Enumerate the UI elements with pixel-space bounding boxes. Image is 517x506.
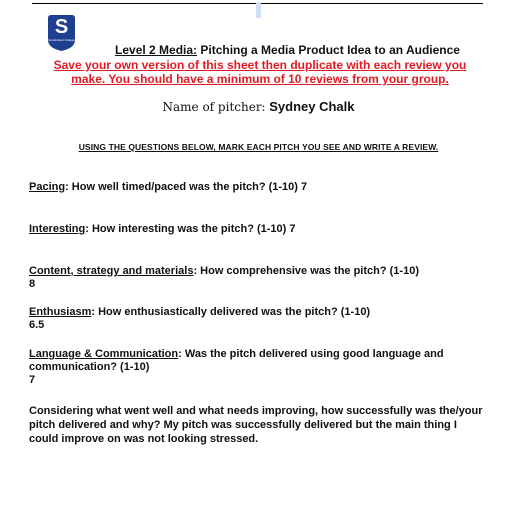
question-label: Language & Communication [29,348,179,360]
title-label: Level 2 Media: [115,43,198,57]
question-text: : How enthusiastically delivered was the pitch? (1-10) [91,306,371,318]
question-answer: 8 [29,278,36,290]
question-pacing [29,181,489,194]
question-label: Enthusiasm [29,306,92,318]
document-title [0,43,517,57]
question-language [29,348,489,387]
question-text: : How comprehensive was the pitch? (1-10) [193,265,419,277]
closing-review: Considering what went well and what needs improving, how successfully was the/your pitch delivered and why? My pitch was successfully delivered but the main thing I could improve on was not looking stressed. [29,405,483,445]
question-answer: 7 [29,374,36,386]
svg-text:Sunderland College: Sunderland College [48,38,75,42]
question-text: : How well timed/paced was the pitch? (1-10) 7 [65,181,308,193]
pitcher-name: Sydney Chalk [265,99,355,114]
question-answer: 6.5 [29,319,45,331]
question-text: : Was the pitch delivered using good language and communication? (1-10) [29,348,444,373]
question-enthusiasm [29,306,489,332]
title-rest: Pitching a Media Product Idea to an Audience [197,43,460,57]
text-cursor-marker [256,2,261,18]
pitcher-line [0,99,517,114]
question-content [29,265,489,291]
question-text: : How interesting was the pitch? (1-10) 7 [85,223,296,235]
review-instructions: USING THE QUESTIONS BELOW, MARK EACH PITCH YOU SEE AND WRITE A REVIEW. [78,142,439,152]
save-instruction: Save your own version of this sheet then duplicate with each review you make. You should have a minimum of 10 reviews from your group. [53,58,467,86]
question-label: Content, strategy and materials [29,265,194,277]
pitcher-label: Name of pitcher: [162,100,266,114]
question-label: Pacing [29,181,66,193]
svg-text:S: S [54,16,69,38]
question-label: Interesting [29,223,86,235]
question-interesting [29,223,489,236]
